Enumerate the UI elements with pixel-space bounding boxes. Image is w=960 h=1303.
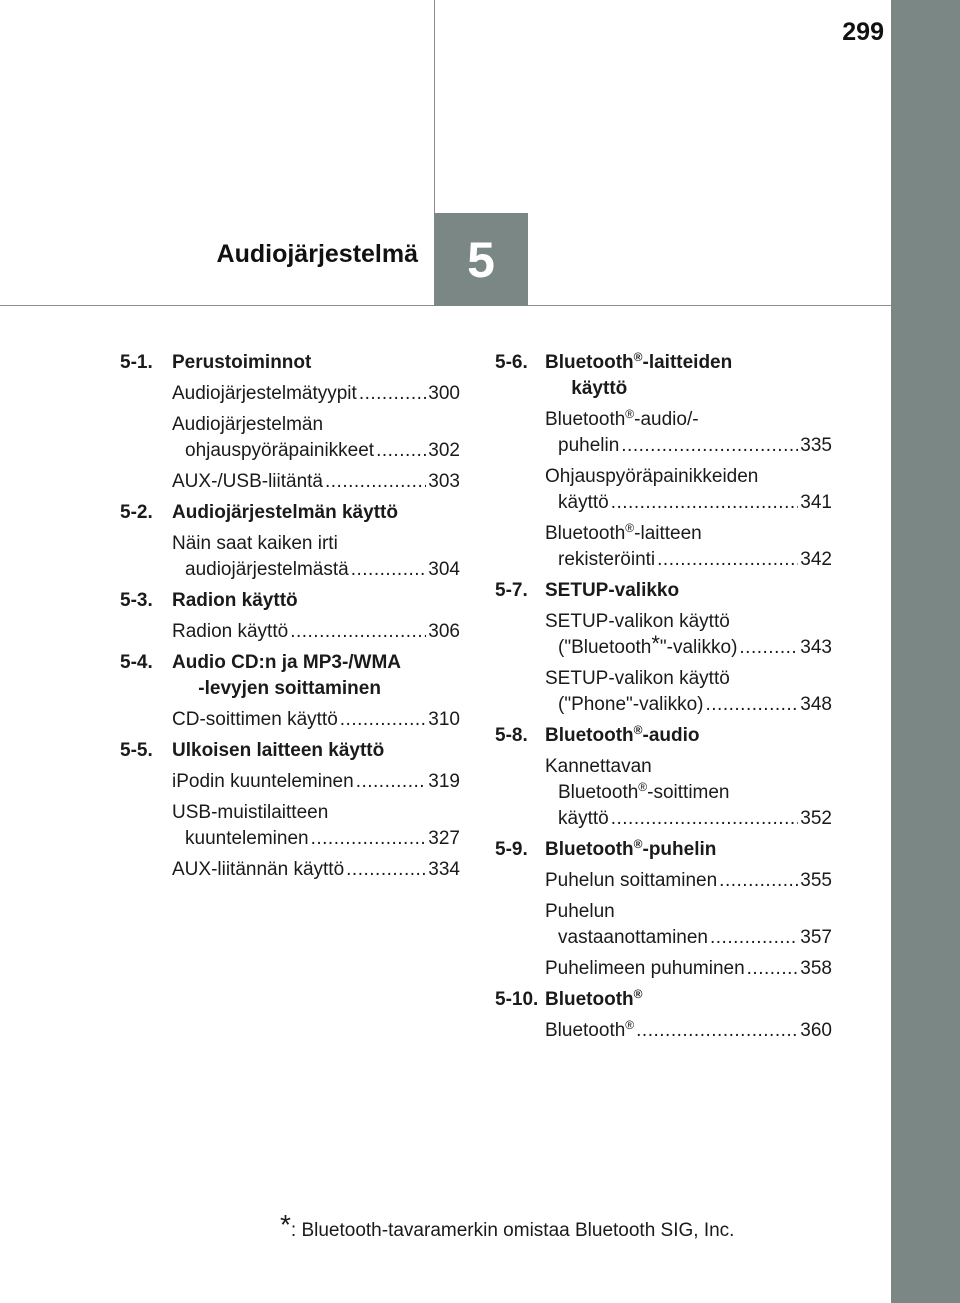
entry-page: 348 (800, 694, 832, 715)
registered-mark (638, 782, 647, 803)
toc-entry[interactable] (172, 412, 460, 464)
registered-mark (625, 1020, 634, 1041)
entry-page: 355 (800, 870, 832, 891)
leader-dots (747, 956, 799, 982)
leader-dots (325, 469, 426, 495)
section-number: 5-3. (120, 590, 153, 611)
entry-title (558, 631, 738, 661)
toc-entry[interactable] (172, 800, 460, 852)
entry-page: 335 (800, 435, 832, 456)
entry-title (545, 1018, 634, 1044)
toc-section-5-1[interactable] (120, 350, 460, 376)
toc-entry[interactable] (545, 407, 832, 459)
entry-title-line (545, 407, 832, 433)
toc-entry[interactable] (545, 868, 832, 894)
entry-title-line: Ohjauspyöräpainikkeiden (545, 466, 759, 487)
entry-title: kuunteleminen (185, 828, 309, 849)
entry-title: AUX-/USB-liitäntä (172, 471, 323, 492)
entry-page: 304 (428, 559, 460, 580)
section-title (545, 723, 832, 749)
entry-page: 341 (800, 492, 832, 513)
section-title: Radion käyttö (172, 590, 298, 611)
leader-dots (636, 1018, 798, 1044)
footnote (280, 1209, 840, 1242)
leader-dots (710, 925, 798, 951)
entry-page: 352 (800, 808, 832, 829)
entry-title-line: Puhelun (545, 901, 615, 922)
section-title-line: Audio CD:n ja MP3-/WMA (172, 652, 402, 673)
toc-section-5-3[interactable] (120, 588, 460, 614)
section-title: Audiojärjestelmän käyttö (172, 502, 398, 523)
section-title (545, 837, 832, 863)
entry-title-part: Bluetooth (545, 523, 626, 544)
toc-entry[interactable] (172, 531, 460, 583)
toc-entry[interactable] (545, 464, 832, 516)
section-number: 5-8. (495, 725, 528, 746)
entry-page: 342 (800, 549, 832, 570)
section-number: 5-2. (120, 502, 153, 523)
entry-title-part: Bluetooth (545, 409, 626, 430)
entry-title-line: USB-muistilaitteen (172, 802, 329, 823)
section-number: 5-4. (120, 652, 153, 673)
toc-entry[interactable] (545, 956, 832, 982)
entry-page: 334 (428, 859, 460, 880)
toc-right-column (495, 350, 832, 1044)
leader-dots (719, 868, 798, 894)
entry-title: AUX-liitännän käyttö (172, 859, 345, 880)
registered-mark (625, 523, 634, 544)
toc-entry[interactable] (545, 1018, 832, 1044)
toc-entry[interactable] (545, 521, 832, 573)
leader-dots (611, 490, 799, 516)
entry-title-part: -laitteen (634, 523, 702, 544)
leader-dots (657, 547, 798, 573)
section-title-part: Bluetooth (545, 989, 634, 1010)
chapter-number: 5 (467, 231, 495, 288)
entry-page: 302 (428, 440, 460, 461)
entry-page: 343 (800, 637, 832, 658)
toc-left-column (120, 350, 460, 883)
entry-title: audiojärjestelmästä (185, 559, 349, 580)
toc-entry[interactable] (172, 469, 460, 495)
entry-title-line: SETUP-valikon käyttö (545, 668, 730, 689)
toc-section-5-9[interactable] (495, 837, 832, 863)
entry-title-part: -soittimen (647, 782, 730, 803)
section-title: Perustoiminnot (172, 352, 312, 373)
section-title (545, 350, 832, 402)
toc-entry[interactable] (172, 769, 460, 795)
entry-page: 306 (428, 621, 460, 642)
toc-entry[interactable] (172, 381, 460, 407)
registered-mark (634, 989, 643, 1010)
entry-title-line (545, 521, 832, 547)
registered-mark (634, 839, 643, 860)
section-number: 5-10. (495, 989, 539, 1010)
leader-dots (290, 619, 426, 645)
entry-title-part: -audio/- (634, 409, 699, 430)
section-number: 5-9. (495, 839, 528, 860)
entry-title: käyttö (558, 808, 609, 829)
leader-dots (346, 857, 426, 883)
section-title (545, 987, 832, 1013)
leader-dots (621, 433, 798, 459)
section-title (172, 650, 460, 702)
toc-entry[interactable] (172, 857, 460, 883)
entry-title: ohjauspyöräpainikkeet (185, 440, 375, 461)
entry-page: 310 (428, 709, 460, 730)
registered-mark (625, 409, 634, 430)
vertical-rule (434, 0, 435, 213)
entry-page: 303 (428, 471, 460, 492)
chapter-title: Audiojärjestelmä (216, 240, 418, 268)
leader-dots (739, 635, 798, 661)
entry-page: 360 (800, 1020, 832, 1041)
entry-title: puhelin (558, 435, 620, 456)
entry-title: käyttö (558, 492, 609, 513)
toc-entry[interactable] (172, 707, 460, 733)
section-title-part: Bluetooth (545, 352, 634, 373)
toc-section-5-6[interactable] (495, 350, 832, 402)
entry-title-line: Kannettavan (545, 756, 652, 777)
toc-section-5-2[interactable] (120, 500, 460, 526)
registered-mark (634, 725, 643, 746)
section-title-part: -audio (642, 725, 700, 746)
section-title-part: Bluetooth (545, 725, 634, 746)
section-title-part: -laitteiden (642, 352, 733, 373)
toc-section-5-5[interactable] (120, 738, 460, 764)
toc-entry[interactable] (172, 619, 460, 645)
entry-title-part: ("Bluetooth (558, 637, 652, 658)
leader-dots (356, 769, 427, 795)
section-number: 5-5. (120, 740, 153, 761)
entry-title-line: Näin saat kaiken irti (172, 533, 338, 554)
toc-entry[interactable] (545, 666, 832, 718)
entry-title: Radion käyttö (172, 621, 289, 642)
footnote-star: * (651, 631, 660, 656)
entry-page: 357 (800, 927, 832, 948)
chapter-number-box (434, 213, 528, 306)
leader-dots (359, 381, 426, 407)
section-number: 5-6. (495, 352, 528, 373)
entry-title-part: Bluetooth (558, 782, 639, 803)
entry-title: Audiojärjestelmätyypit (172, 383, 357, 404)
leader-dots (376, 438, 426, 464)
leader-dots (340, 707, 427, 733)
section-title: Ulkoisen laitteen käyttö (172, 740, 385, 761)
toc-section-5-8[interactable] (495, 723, 832, 749)
section-title: SETUP-valikko (545, 580, 680, 601)
section-title-line: käyttö (571, 378, 628, 399)
section-title-line: -levyjen soittaminen (198, 678, 381, 699)
entry-title-line: SETUP-valikon käyttö (545, 611, 730, 632)
registered-mark (634, 352, 643, 373)
leader-dots (311, 826, 427, 852)
entry-title-line: Audiojärjestelmän (172, 414, 324, 435)
entry-title: CD-soittimen käyttö (172, 709, 338, 730)
entry-title: ("Phone"-valikko) (558, 694, 704, 715)
entry-title: Puhelun soittaminen (545, 870, 718, 891)
section-title-part: Bluetooth (545, 839, 634, 860)
entry-title: rekisteröinti (558, 549, 656, 570)
toc-entry[interactable] (545, 899, 832, 951)
leader-dots (611, 806, 799, 832)
page-number: 299 (842, 18, 884, 46)
entry-title-part: "-valikko) (659, 637, 738, 658)
entry-title-part: Bluetooth (545, 1020, 626, 1041)
section-number: 5-7. (495, 580, 528, 601)
entry-page: 358 (800, 958, 832, 979)
toc-entry[interactable] (545, 754, 832, 832)
footnote-star: * (280, 1209, 291, 1240)
entry-title-line (545, 780, 832, 806)
toc-section-5-4[interactable] (120, 650, 460, 702)
entry-title: iPodin kuunteleminen (172, 771, 354, 792)
entry-page: 319 (428, 771, 460, 792)
section-number: 5-1. (120, 352, 153, 373)
toc-section-5-10[interactable] (495, 987, 832, 1013)
toc-entry[interactable] (545, 609, 832, 661)
entry-title: Puhelimeen puhuminen (545, 958, 745, 979)
leader-dots (706, 692, 799, 718)
entry-title: vastaanottaminen (558, 927, 708, 948)
entry-page: 300 (428, 383, 460, 404)
leader-dots (351, 557, 427, 583)
toc-section-5-7[interactable] (495, 578, 832, 604)
side-color-band (891, 0, 960, 1303)
entry-page: 327 (428, 828, 460, 849)
section-title-part: -puhelin (642, 839, 717, 860)
footnote-text: : Bluetooth-tavaramerkin omistaa Bluetooth SIG, Inc. (290, 1220, 735, 1241)
